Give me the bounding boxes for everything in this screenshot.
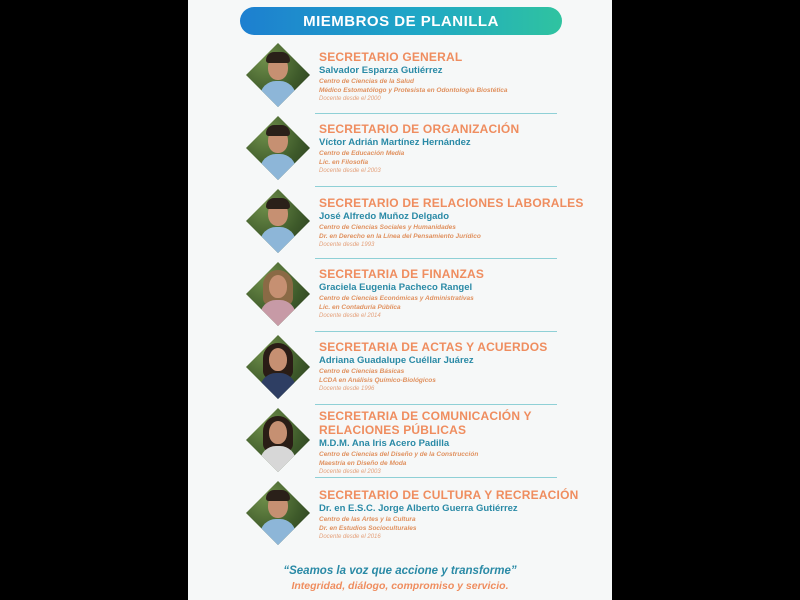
photo-hair	[266, 490, 290, 501]
member-center: Centro de Ciencias Básicas	[319, 368, 405, 375]
member-name: Adriana Guadalupe Cuéllar Juárez	[319, 355, 474, 366]
member-since: Docente desde 1993	[319, 242, 375, 248]
photo-head	[269, 275, 287, 298]
member-since: Docente desde el 2003	[319, 469, 381, 475]
photo-head	[269, 421, 287, 444]
photo-body	[260, 373, 296, 399]
member-degree: Dr. en Derecho en la Línea del Pensamiento Jurídico	[319, 233, 481, 240]
member-degree: Lic. en Contaduría Pública	[319, 304, 401, 311]
member-role: SECRETARIA DE ACTAS Y ACUERDOS	[319, 340, 548, 354]
member-degree: Dr. en Estudios Socioculturales	[319, 525, 417, 532]
member-photo	[246, 43, 310, 107]
divider	[315, 113, 557, 114]
member-info	[319, 122, 609, 175]
member-role: SECRETARIO DE CULTURA Y RECREACIÓN	[319, 488, 579, 502]
member-info	[319, 409, 609, 476]
photo-hair	[266, 125, 290, 136]
member-name: Salvador Esparza Gutiérrez	[319, 65, 443, 76]
member-name: Dr. en E.S.C. Jorge Alberto Guerra Gutiérrez	[319, 503, 518, 514]
member-name: José Alfredo Muñoz Delgado	[319, 211, 450, 222]
member-degree: LCDA en Análisis Químico-Biológicos	[319, 377, 436, 384]
member-degree: Lic. en Filosofía	[319, 159, 369, 166]
member-info	[319, 50, 609, 103]
member-center: Centro de Ciencias Sociales y Humanidades	[319, 224, 456, 231]
member-info	[319, 488, 609, 541]
photo-hair	[266, 198, 290, 209]
divider	[315, 404, 557, 405]
banner-title: MIEMBROS DE PLANILLA	[240, 7, 562, 35]
photo-body	[260, 519, 296, 545]
member-role: SECRETARIO DE RELACIONES LABORALES	[319, 196, 584, 210]
member-center: Centro de Ciencias Económicas y Administrativas	[319, 295, 474, 302]
member-card	[188, 481, 612, 551]
member-name: M.D.M. Ana Iris Acero Padilla	[319, 438, 450, 449]
member-center: Centro de Ciencias del Diseño y de la Construcción	[319, 451, 479, 458]
member-since: Docente desde 1996	[319, 386, 375, 392]
photo-head	[269, 348, 287, 371]
divider	[315, 477, 557, 478]
member-info	[319, 196, 609, 249]
member-card	[188, 189, 612, 259]
photo-hair	[266, 52, 290, 63]
member-photo	[246, 116, 310, 180]
member-photo	[246, 408, 310, 472]
member-photo	[246, 262, 310, 326]
member-since: Docente desde el 2016	[319, 534, 381, 540]
member-since: Docente desde el 2003	[319, 168, 381, 174]
member-card	[188, 116, 612, 186]
member-role-line2: RELACIONES PÚBLICAS	[319, 423, 467, 437]
divider	[315, 186, 557, 187]
member-degree: Médico Estomatólogo y Protesista en Odontología Biostética	[319, 87, 508, 94]
member-since: Docente desde el 2000	[319, 96, 381, 102]
photo-body	[260, 300, 296, 326]
member-name: Graciela Eugenia Pacheco Rangel	[319, 282, 473, 293]
member-info	[319, 267, 609, 320]
member-card	[188, 43, 612, 113]
member-role: SECRETARIO GENERAL	[319, 50, 463, 64]
member-role: SECRETARIA DE COMUNICACIÓN Y	[319, 409, 532, 423]
poster	[188, 0, 612, 600]
member-photo	[246, 481, 310, 545]
member-center: Centro de Ciencias de la Salud	[319, 78, 414, 85]
photo-body	[260, 154, 296, 180]
slogan: “Seamos la voz que accione y transforme”	[283, 565, 517, 577]
member-card	[188, 262, 612, 332]
member-card	[188, 408, 612, 478]
member-photo	[246, 335, 310, 399]
divider	[315, 258, 557, 259]
member-center: Centro de Educación Media	[319, 150, 405, 157]
member-card	[188, 335, 612, 405]
member-photo	[246, 189, 310, 253]
member-center: Centro de las Artes y la Cultura	[319, 516, 416, 523]
divider	[315, 331, 557, 332]
member-info	[319, 340, 609, 393]
photo-body	[260, 227, 296, 253]
member-since: Docente desde el 2014	[319, 313, 381, 319]
member-name: Víctor Adrián Martínez Hernández	[319, 137, 471, 148]
photo-body	[260, 81, 296, 107]
values-tagline: Integridad, diálogo, compromiso y servicio.	[291, 580, 509, 592]
member-role: SECRETARIO DE ORGANIZACIÓN	[319, 122, 520, 136]
member-degree: Maestría en Diseño de Moda	[319, 460, 407, 467]
photo-body	[260, 446, 296, 472]
member-role: SECRETARIA DE FINANZAS	[319, 267, 485, 281]
